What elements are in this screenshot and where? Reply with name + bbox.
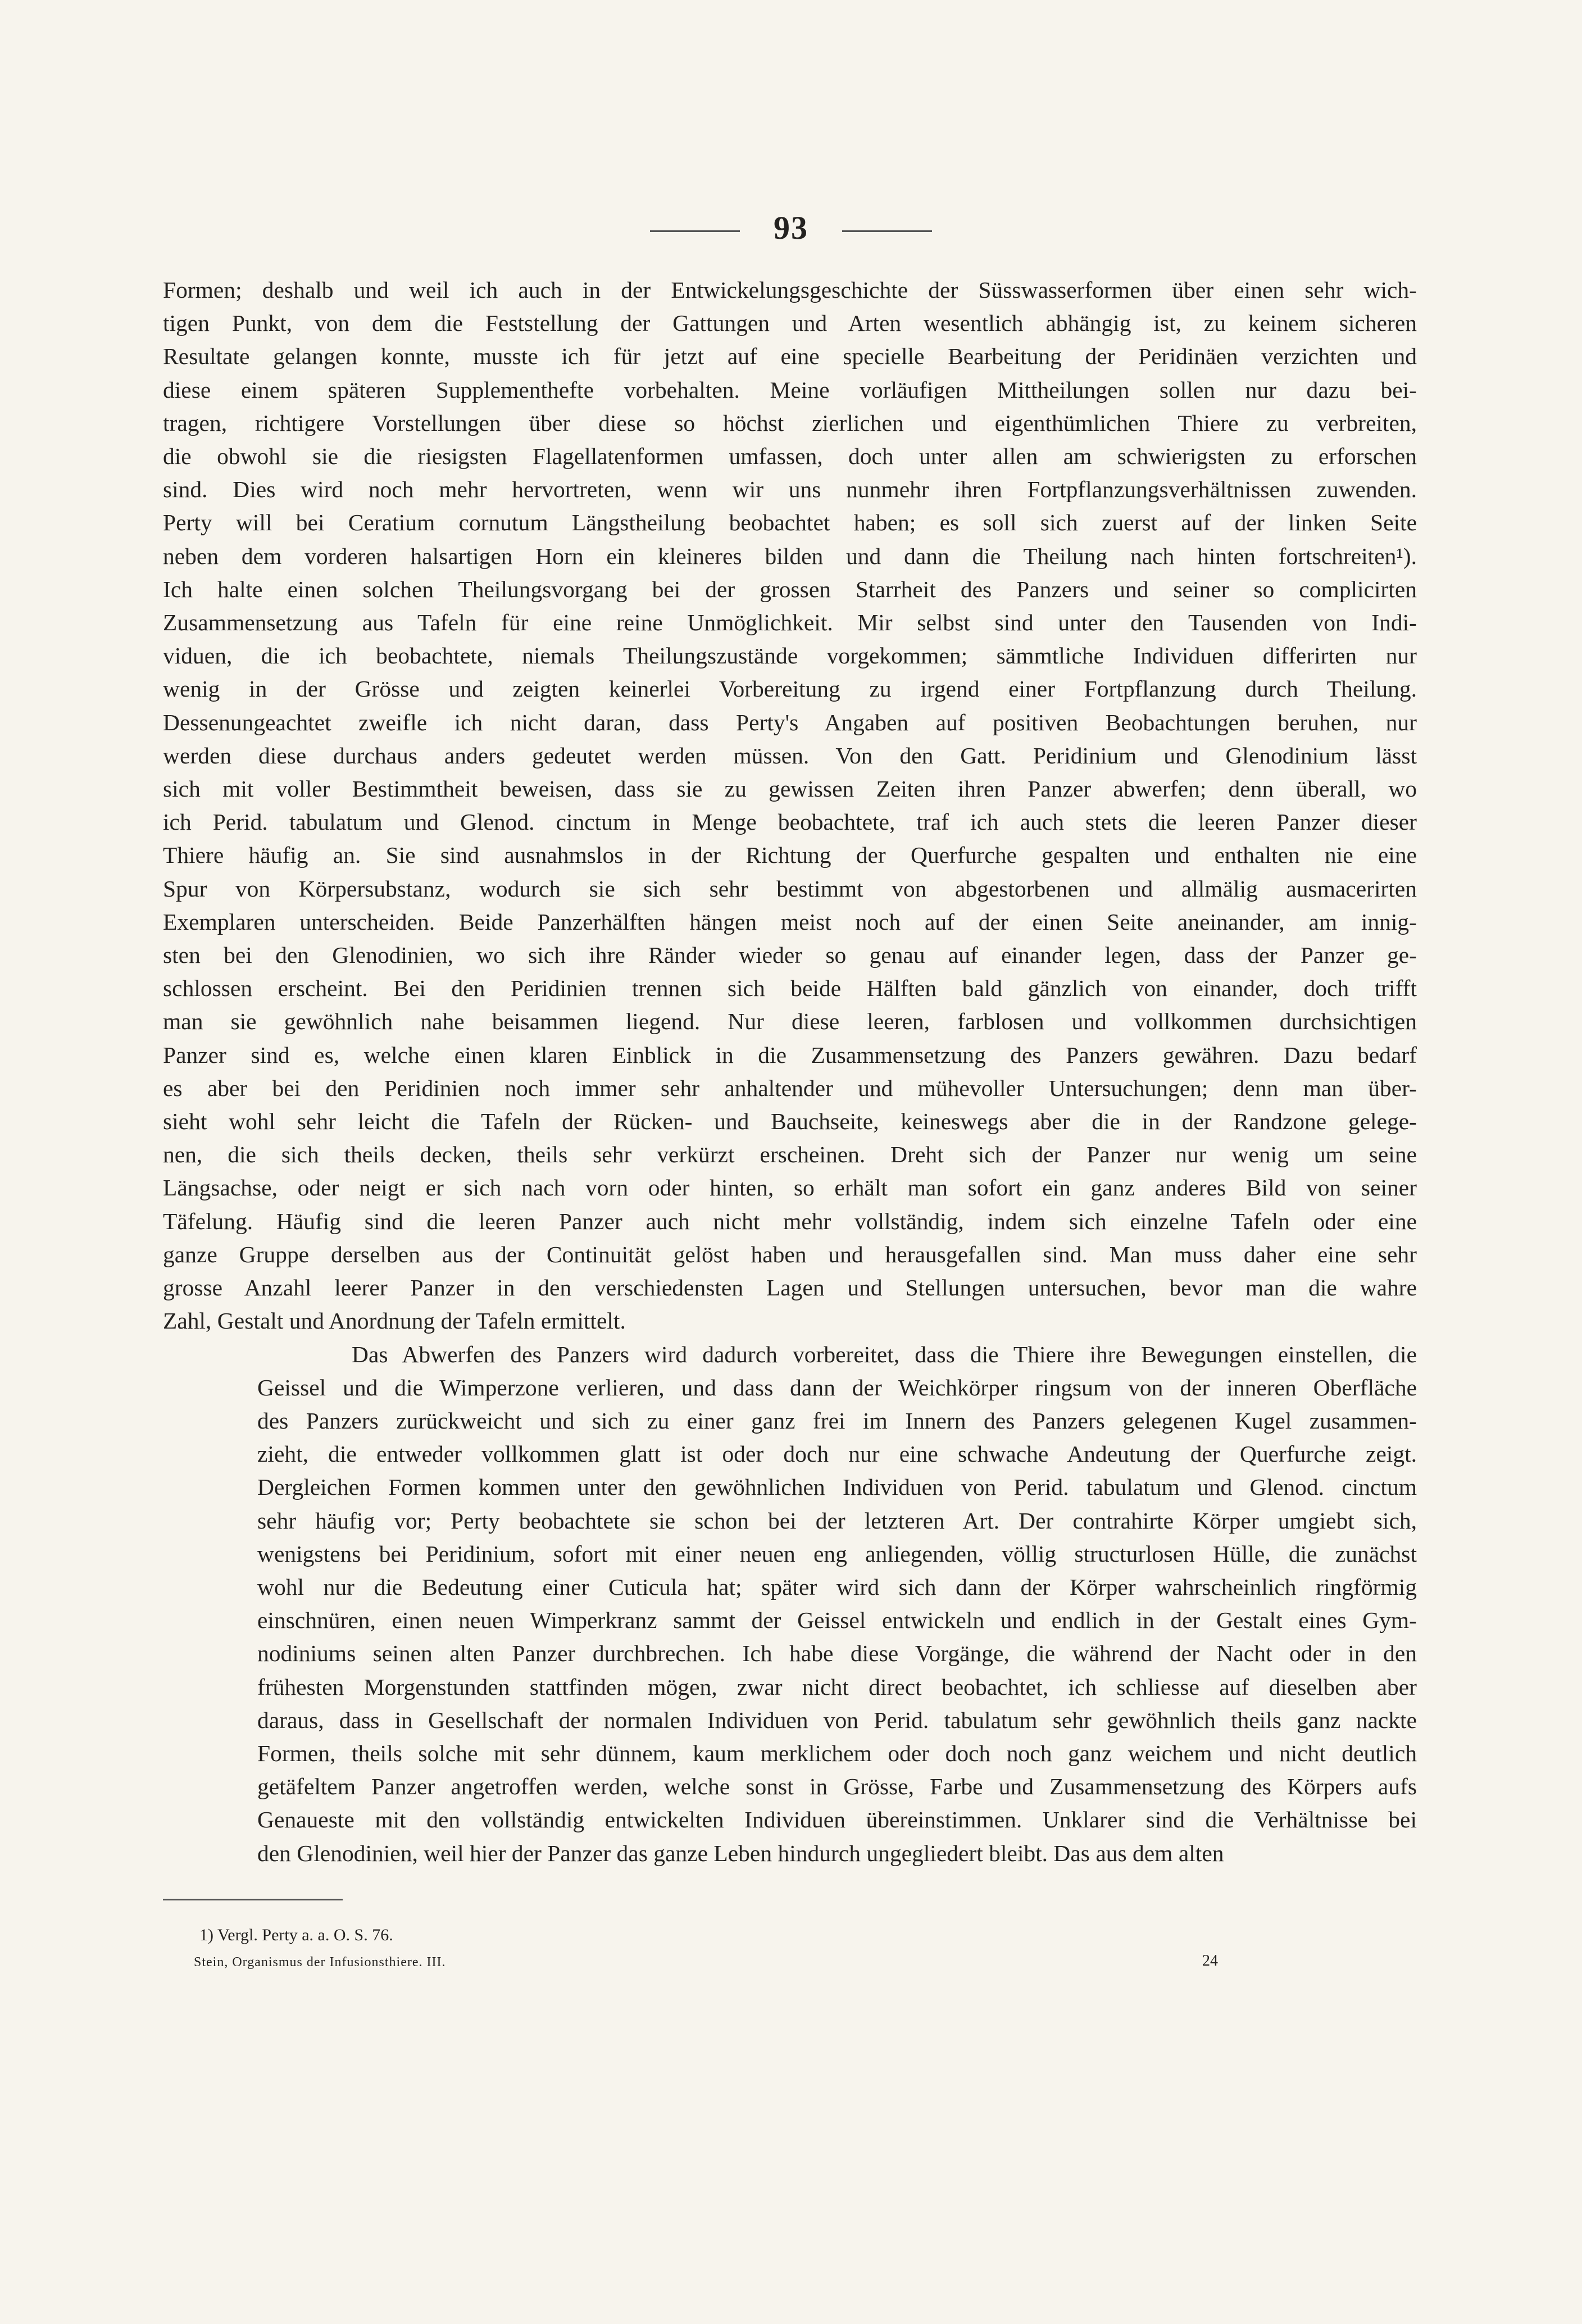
text-line: ich Perid. tabulatum und Glenod. cinctum in Menge beobachtete, traf ich auch stets die leeren Panzer dieser xyxy=(163,809,1417,835)
text-line: daraus, dass in Gesellschaft der normalen Individuen von Perid. tabulatum sehr gewöhnlich theils ganz nackte xyxy=(257,1707,1417,1733)
text-line: Formen; deshalb und weil ich auch in der Entwickelungsgeschichte der Süsswasserformen über einen sehr wich- xyxy=(163,277,1417,303)
text-line: Exemplaren unterscheiden. Beide Panzerhälften hängen meist noch auf der einen Seite aneinander, am innig- xyxy=(163,908,1417,935)
text-line: neben dem vorderen halsartigen Horn ein kleineres bilden und dann die Theilung nach hinten fortschreiten¹). xyxy=(163,543,1417,569)
footnote: 1) Vergl. Perty a. a. O. S. 76. xyxy=(199,1926,393,1944)
text-line: Genaueste mit den vollständig entwickelten Individuen übereinstimmen. Unklarer sind die Verhältnisse bei xyxy=(257,1807,1417,1833)
text-line: viduen, die ich beobachtete, niemals Theilungszustände vorgekommen; sämmtliche Individuen differirten nur xyxy=(163,643,1417,669)
text-line: den Glenodinien, weil hier der Panzer das ganze Leben hindurch ungegliedert bleibt. Das aus dem alten xyxy=(257,1840,1224,1866)
text-line: Dergleichen Formen kommen unter den gewöhnlichen Individuen von Perid. tabulatum und Glenod. cinctum xyxy=(257,1474,1417,1500)
text-line: sich mit voller Bestimmtheit beweisen, dass sie zu gewissen Zeiten ihren Panzer abwerfen; denn überall, wo xyxy=(163,776,1417,802)
text-line: Zusammensetzung aus Tafeln für eine reine Unmöglichkeit. Mir selbst sind unter den Tausenden von Indi- xyxy=(163,610,1417,636)
text-line: wenigstens bei Peridinium, sofort mit einer neuen eng anliegenden, völlig structurlosen Hülle, die zunächst xyxy=(257,1540,1417,1567)
text-line: man sie gewöhnlich nahe beisammen liegend. Nur diese leeren, farblosen und vollkommen durchsichtigen xyxy=(163,1008,1417,1035)
footer-sheet-number: 24 xyxy=(1202,1952,1218,1970)
text-line: diese einem späteren Supplementhefte vorbehalten. Meine vorläufigen Mittheilungen sollen nur dazu bei- xyxy=(163,376,1417,403)
text-line: nodiniums seinen alten Panzer durchbrechen. Ich habe diese Vorgänge, die während der Nacht oder in den xyxy=(257,1640,1417,1667)
footer-signature: Stein, Organismus der Infusionsthiere. III. xyxy=(194,1955,446,1970)
text-line: wohl nur die Bedeutung einer Cuticula hat; später wird sich dann der Körper wahrscheinlich ringförmig xyxy=(257,1573,1417,1600)
text-line: Dessenungeachtet zweifle ich nicht daran, dass Perty's Angaben auf positiven Beobachtungen beruhen, nur xyxy=(163,709,1417,735)
page-number: 93 xyxy=(774,210,808,246)
paragraph xyxy=(163,1338,1417,1870)
text-line: Formen, theils solche mit sehr dünnem, kaum merklichem oder doch noch ganz weichem und nicht deutlich xyxy=(257,1740,1417,1766)
text-line: ganze Gruppe derselben aus der Continuität gelöst haben und herausgefallen sind. Man muss daher eine sehr xyxy=(163,1241,1417,1267)
text-line: schlossen erscheint. Bei den Peridinien trennen sich beide Hälften bald gänzlich von einander, doch trifft xyxy=(163,975,1417,1002)
paragraph xyxy=(163,274,1417,1338)
text-line: sten bei den Glenodinien, wo sich ihre Ränder wieder so genau auf einander legen, dass der Panzer ge- xyxy=(163,942,1417,968)
text-line: grosse Anzahl leerer Panzer in den verschiedensten Lagen und Stellungen untersuchen, bevor man die wahre xyxy=(163,1275,1417,1301)
text-line: sind. Dies wird noch mehr hervortreten, wenn wir uns nunmehr ihren Fortpflanzungsverhältnissen zuwenden. xyxy=(163,476,1417,503)
text-line: Das Abwerfen des Panzers wird dadurch vorbereitet, dass die Thiere ihre Bewegungen einstellen, die xyxy=(352,1341,1417,1367)
footnote-rule xyxy=(163,1899,343,1900)
text-line: Geissel und die Wimperzone verlieren, und dass dann der Weichkörper ringsum von der inneren Oberfläche xyxy=(257,1374,1417,1400)
text-line: frühesten Morgenstunden stattfinden mögen, zwar nicht direct beobachtet, ich schliesse auf dieselben aber xyxy=(257,1673,1417,1700)
text-line: sehr häufig vor; Perty beobachtete sie schon bei der letzteren Art. Der contrahirte Körper umgiebt sich, xyxy=(257,1507,1417,1534)
text-line: Täfelung. Häufig sind die leeren Panzer auch nicht mehr vollständig, indem sich einzelne Tafeln oder eine xyxy=(163,1208,1417,1234)
text-line: getäfeltem Panzer angetroffen werden, welche sonst in Grösse, Farbe und Zusammensetzung des Körpers aufs xyxy=(257,1773,1417,1800)
text-line: des Panzers zurückweicht und sich zu einer ganz frei im Innern des Panzers gelegenen Kugel zusammen- xyxy=(257,1407,1417,1434)
text-line: zieht, die entweder vollkommen glatt ist oder doch nur eine schwache Andeutung der Querfurche zeigt. xyxy=(257,1441,1417,1467)
text-line: tragen, richtigere Vorstellungen über diese so höchst zierlichen und eigenthümlichen Thiere zu verbreiten, xyxy=(163,410,1417,436)
text-line: einschnüren, einen neuen Wimperkranz sammt der Geissel entwickeln und endlich in der Gestalt eines Gym- xyxy=(257,1607,1417,1634)
text-line: Ich halte einen solchen Theilungsvorgang bei der grossen Starrheit des Panzers und seiner so complicirten xyxy=(163,576,1417,602)
text-line: werden diese durchaus anders gedeutet werden müssen. Von den Gatt. Peridinium und Glenodinium lässt xyxy=(163,742,1417,768)
text-line: nen, die sich theils decken, theils sehr verkürzt erscheinen. Dreht sich der Panzer nur wenig um seine xyxy=(163,1141,1417,1168)
text-line: es aber bei den Peridinien noch immer sehr anhaltender und mühevoller Untersuchungen; denn man über- xyxy=(163,1075,1417,1101)
text-line: die obwohl sie die riesigsten Flagellatenformen umfassen, doch unter allen am schwierigsten zu erforschen xyxy=(163,443,1417,470)
text-line: Resultate gelangen konnte, musste ich für jetzt auf eine specielle Bearbeitung der Peridinäen verzichten und xyxy=(163,343,1417,370)
text-line: Panzer sind es, welche einen klaren Einblick in die Zusammensetzung des Panzers gewähren. Dazu bedarf xyxy=(163,1042,1417,1068)
body-text xyxy=(163,274,1417,1870)
text-line: tigen Punkt, von dem die Feststellung der Gattungen und Arten wesentlich abhängig ist, zu keinem sicheren xyxy=(163,310,1417,336)
page-header xyxy=(0,209,1582,247)
text-line: Spur von Körpersubstanz, wodurch sie sich sehr bestimmt von abgestorbenen und allmälig ausmacerirten xyxy=(163,875,1417,902)
text-line: Thiere häufig an. Sie sind ausnahmslos in der Richtung der Querfurche gespalten und enthalten nie eine xyxy=(163,842,1417,868)
header-rule-left xyxy=(650,230,740,232)
text-line: sieht wohl sehr leicht die Tafeln der Rücken- und Bauchseite, keineswegs aber die in der Randzone gelege- xyxy=(163,1108,1417,1135)
text-line: wenig in der Grösse und zeigten keinerlei Vorbereitung zu irgend einer Fortpflanzung durch Theilung. xyxy=(163,676,1417,702)
text-line: Perty will bei Ceratium cornutum Längstheilung beobachtet haben; es soll sich zuerst auf der linken Seite xyxy=(163,510,1417,536)
text-line: Längsachse, oder neigt er sich nach vorn oder hinten, so erhält man sofort ein ganz anderes Bild von seiner xyxy=(163,1175,1417,1201)
header-rule-right xyxy=(842,230,932,232)
text-line: Zahl, Gestalt und Anordnung der Tafeln ermittelt. xyxy=(163,1308,626,1334)
